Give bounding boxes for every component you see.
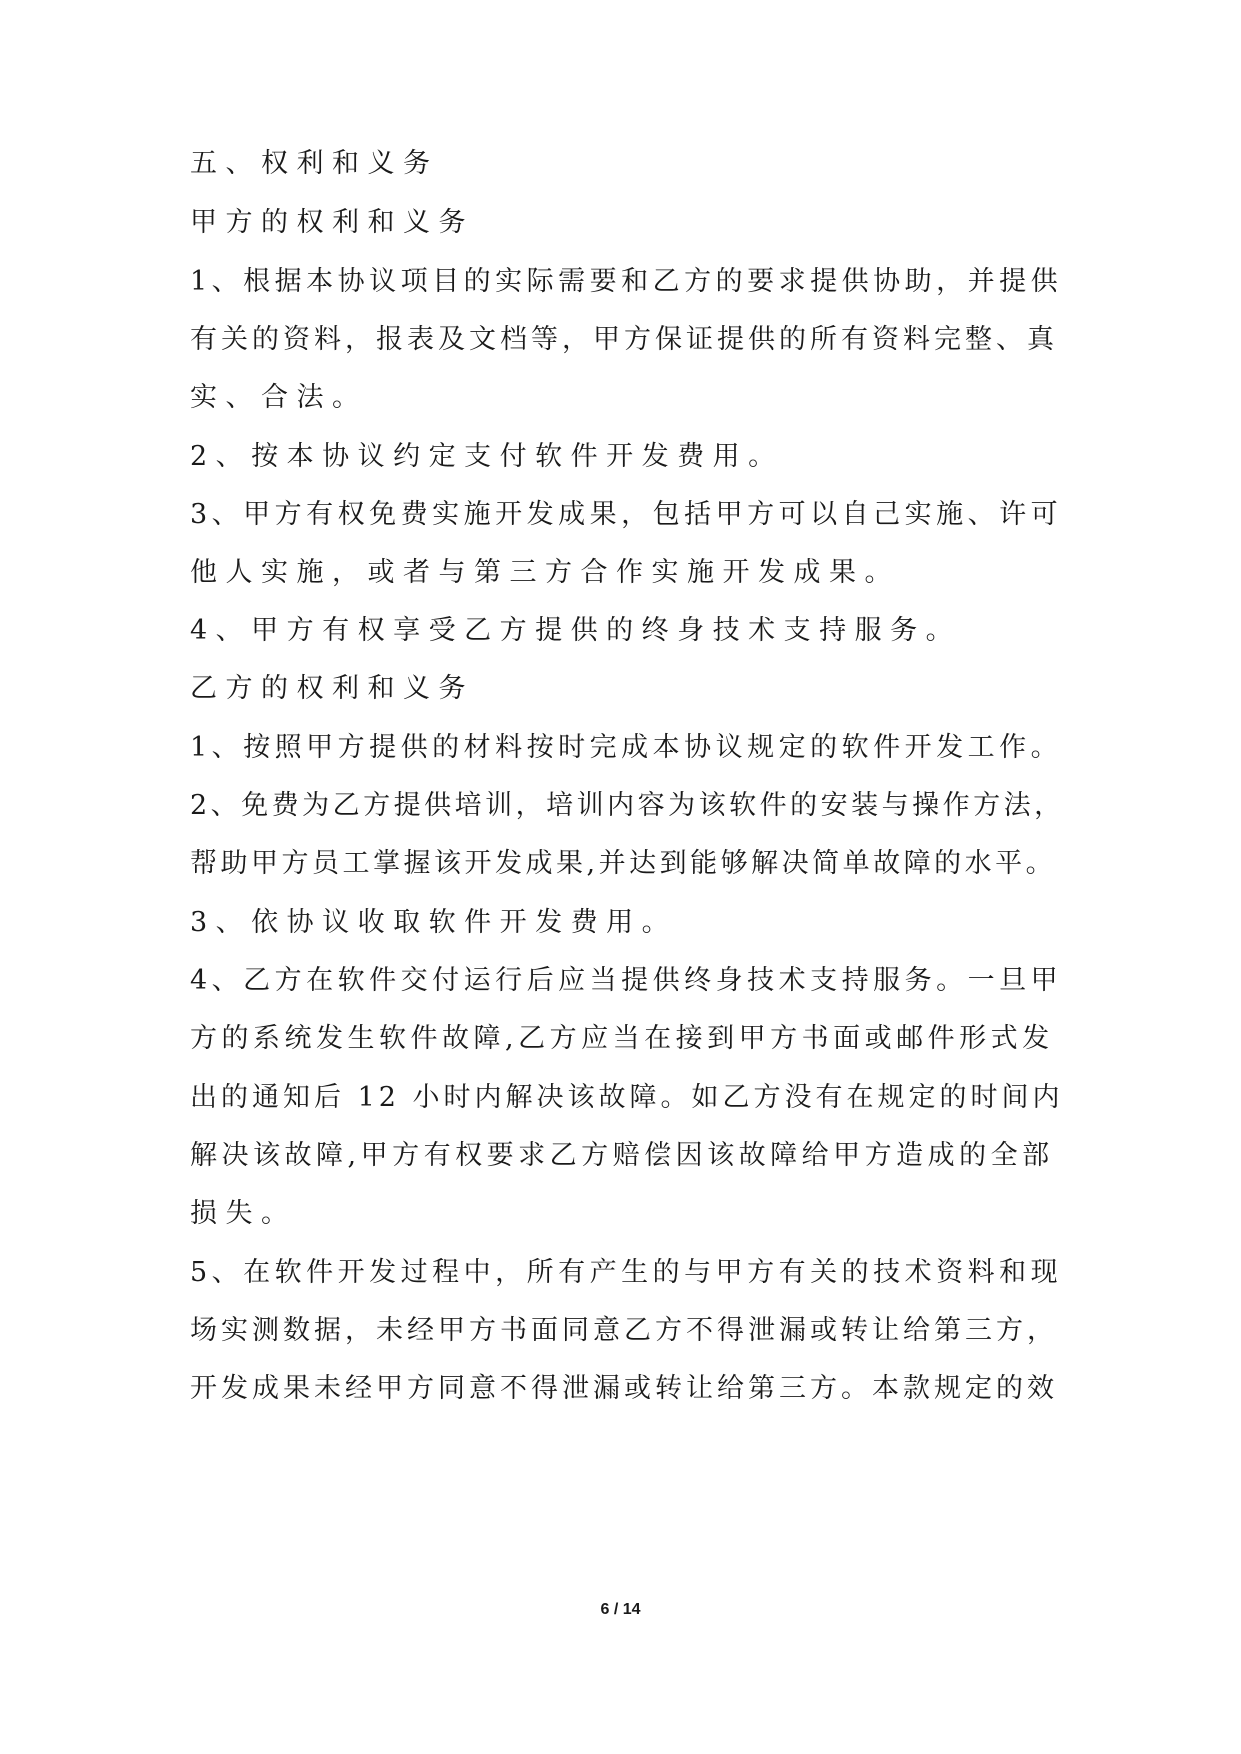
paragraph-line: 2、免费为乙方提供培训，培训内容为该软件的安装与操作方法，	[190, 790, 1065, 821]
paragraph-line: 1、根据本协议项目的实际需要和乙方的要求提供协助，并提供	[190, 266, 1063, 297]
paragraph-line: 开发成果未经甲方同意不得泄漏或转让给第三方。本款规定的效	[190, 1373, 1058, 1404]
paragraph-line: 2、按本协议约定支付软件开发费用。	[190, 441, 784, 472]
paragraph-line: 他人实施，或者与第三方合作实施开发成果。	[190, 557, 900, 588]
paragraph-line: 4、乙方在软件交付运行后应当提供终身技术支持服务。一旦甲	[190, 965, 1063, 996]
page-number: 6 / 14	[600, 1601, 641, 1618]
paragraph-line: 5、在软件开发过程中，所有产生的与甲方有关的技术资料和现	[190, 1257, 1063, 1288]
paragraph-line: 3、依协议收取软件开发费用。	[190, 907, 678, 938]
paragraph-line: 帮助甲方员工掌握该开发成果,并达到能够解决简单故障的水平。	[190, 848, 1057, 879]
paragraph-line: 有关的资料，报表及文档等，甲方保证提供的所有资料完整、真	[190, 324, 1058, 355]
subsection-heading-party-b: 乙方的权利和义务	[190, 673, 474, 704]
paragraph-line: 1、按照甲方提供的材料按时完成本协议规定的软件开发工作。	[190, 732, 1063, 763]
paragraph-line: 场实测数据，未经甲方书面同意乙方不得泄漏或转让给第三方，	[190, 1315, 1058, 1346]
paragraph-line: 方的系统发生软件故障,乙方应当在接到甲方书面或邮件形式发	[190, 1023, 1054, 1054]
paragraph-line: 实、合法。	[190, 382, 368, 413]
paragraph-line: 损失。	[190, 1198, 297, 1229]
paragraph-line: 出的通知后 12 小时内解决该故障。如乙方没有在规定的时间内	[190, 1082, 1064, 1113]
paragraph-line: 3、甲方有权免费实施开发成果，包括甲方可以自己实施、许可	[190, 499, 1063, 530]
section-heading: 五、权利和义务	[190, 148, 439, 179]
subsection-heading-party-a: 甲方的权利和义务	[190, 207, 474, 238]
paragraph-line: 解决该故障,甲方有权要求乙方赔偿因该故障给甲方造成的全部	[190, 1140, 1054, 1171]
paragraph-line: 4、甲方有权享受乙方提供的终身技术支持服务。	[190, 615, 962, 646]
